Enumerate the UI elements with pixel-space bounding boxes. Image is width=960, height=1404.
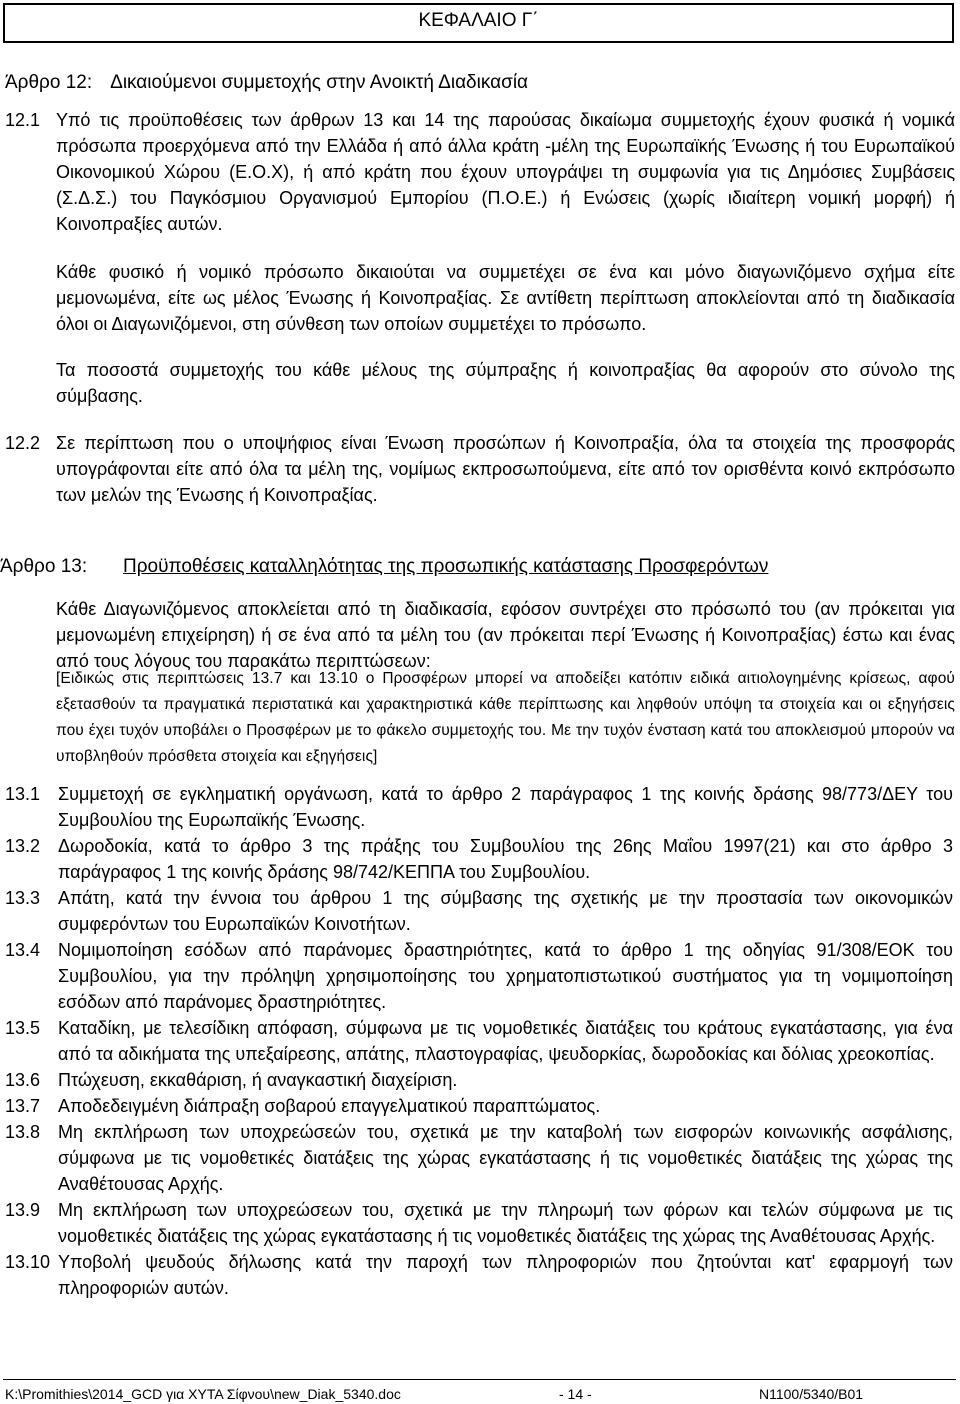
item-number: 13.10 [5,1252,51,1272]
page-footer [3,1379,956,1402]
item-number: 13.1 [5,784,41,804]
article-12-heading [5,71,528,95]
list-item [0,1249,956,1301]
item-text: Δωροδοκία, κατά το άρθρο 3 της πράξης του Συμβουλίου της 26ης Μαΐου 1997(21) και στο άρθρο 3 παράγραφος 1 της κοινής δράσης 98/742/ΚΕΠΠΑ του Συμβουλίου. [58,836,953,882]
item-text: Μη εκπλήρωση των υποχρεώσεών του, σχετικά με την καταβολή των εισφορών κοινωνικής ασφάλισης, σύμφωνα με τις νομοθετικές διατάξεις της χώρας εγκατάστασης ή τις νομοθετικές διατάξεις της χώρας της Αναθέτουσας Αρχής. [58,1122,953,1194]
article-12-title: Δικαιούμενοι συμμετοχής στην Ανοικτή Διαδικασία [110,72,529,93]
paragraph-12-1-b: Κάθε φυσικό ή νομικό πρόσωπο δικαιούται να συμμετέχει σε ένα και μόνο διαγωνιζόμενο σχήμα είτε μεμονωμένα, είτε ως μέλος Ένωσης ή Κοινοπραξίας. Σε αντίθετη περίπτωση αποκλείονται από τη διαδικασία όλοι οι Διαγωνιζόμενοι, στη σύνθεση των οποίων συμμετέχει το πρόσωπο. [56,262,955,334]
item-text: Μη εκπλήρωση των υποχρεώσεων του, σχετικά με την πληρωμή των φόρων και τελών σύμφωνα με τις νομοθετικές διατάξεις της χώρας εγκατάστασης ή τις νομοθετικές διατάξεις της χώρας της Αναθέτουσας Αρχής. [58,1200,953,1246]
article-13-note: [Ειδικώς στις περιπτώσεις 13.7 και 13.10 ο Προσφέρων μπορεί να αποδείξει κατόπιν ειδικά αιτιολογημένης κρίσεως, αφού εξετασθούν τα πραγματικά περιστατικά και χαρακτηριστικά κάθε περίπτωσης και ληφθούν υπόψη τα στοιχεία και οι εξηγήσεις που έχει τυχόν υποβάλει ο Προσφέρων με το φάκελο συμμετοχής του. Με την τυχόν ένσταση κατά του αποκλεισμού μπορούν να υποβληθούν πρόσθετα στοιχεία και εξηγήσεις] [56,670,955,765]
list-item [0,937,956,1015]
list-item [0,1093,956,1119]
article-13-intro: Κάθε Διαγωνιζόμενος αποκλείεται από τη διαδικασία, εφόσον συντρέχει στο πρόσωπό του (αν πρόκειται για μεμονωμένη επιχείρηση) ή σε ένα από τα μέλη του (αν πρόκειται περί Ένωσης ή Κοινοπραξίας) έστω και ένας από τους λόγους του παρακάτω περιπτώσεων: [56,599,955,671]
item-text: Συμμετοχή σε εγκληματική οργάνωση, κατά το άρθρο 2 παράγραφος 1 της κοινής δράσης 98/773/ΔΕΥ του Συμβουλίου της Ευρωπαϊκής Ένωσης. [58,784,953,830]
list-item [0,781,956,833]
item-number: 13.4 [5,940,41,960]
exclusion-list [0,781,956,1301]
article-13-label: Άρθρο 13: [0,556,88,577]
item-number: 13.5 [5,1018,41,1038]
list-item [0,1015,956,1067]
footer-page-number: - 14 - [559,1386,592,1402]
item-number: 13.9 [5,1200,41,1220]
list-item [0,1119,956,1197]
item-text: Υποβολή ψευδούς δήλωσης κατά την παροχή των πληροφοριών που ζητούνται κατ' εφαρμογή των πληροφοριών αυτών. [58,1252,953,1298]
chapter-heading: ΚΕΦΑΛΑΙΟ Γ΄ [3,3,954,43]
item-text: Νομιμοποίηση εσόδων από παράνομες δραστηριότητες, κατά το άρθρο 1 της οδηγίας 91/308/ΕΟΚ του Συμβουλίου, για την πρόληψη χρησιμοποίησης του χρηματοπιστωτικού συστήματος για τη νομιμοποίηση εσόδων από παράνομες δραστηριότητες. [58,940,953,1012]
list-item [0,833,956,885]
footer-document-code: N1100/5340/B01 [759,1386,864,1402]
item-text: Απάτη, κατά την έννοια του άρθρου 1 της σύμβασης της σχετικής με την προστασία των οικονομικών συμφερόντων του Ευρωπαϊκών Κοινοτήτων. [58,888,953,934]
paragraph-number-12-2: 12.2 [5,433,41,453]
article-13-title: Προϋποθέσεις καταλληλότητας της προσωπικής κατάστασης Προσφερόντων [123,556,769,577]
item-text: Αποδεδειγμένη διάπραξη σοβαρού επαγγελματικού παραπτώματος. [58,1096,601,1116]
list-item [0,1197,956,1249]
item-number: 13.3 [5,888,41,908]
item-number: 13.7 [5,1096,41,1116]
item-text: Καταδίκη, με τελεσίδικη απόφαση, σύμφωνα με τις νομοθετικές διατάξεις του κράτους εγκατάστασης, για ένα από τα αδικήματα της υπεξαίρεσης, απάτης, πλαστογραφίας, ψευδορκίας, δωροδοκίας και δόλιας χρεοκοπίας. [58,1018,953,1064]
article-13-heading [0,554,768,580]
item-number: 13.2 [5,836,41,856]
item-number: 13.6 [5,1070,41,1090]
list-item [0,1067,956,1093]
item-number: 13.8 [5,1122,41,1142]
paragraph-number-12-1: 12.1 [5,110,41,130]
paragraph-12-2: Σε περίπτωση που ο υποψήφιος είναι Ένωση προσώπων ή Κοινοπραξία, όλα τα στοιχεία της προσφοράς υπογράφονται είτε από όλα τα μέλη της, νομίμως εκπροσωπούμενα, είτε από τον ορισθέντα κοινό εκπρόσωπο των μελών της Ένωσης ή Κοινοπραξίας. [56,433,955,505]
item-text: Πτώχευση, εκκαθάριση, ή αναγκαστική διαχείριση. [58,1070,458,1090]
footer-file-path: K:\Promithies\2014_GCD για ΧΥΤΑ Σίφνου\new_Diak_5340.doc [5,1386,401,1402]
paragraph-12-1-c: Τα ποσοστά συμμετοχής του κάθε μέλους της σύμπραξης ή κοινοπραξίας θα αφορούν στο σύνολο της σύμβασης. [56,360,955,406]
list-item [0,885,956,937]
paragraph-12-1: Υπό τις προϋποθέσεις των άρθρων 13 και 14 της παρούσας δικαίωμα συμμετοχής έχουν φυσικά ή νομικά πρόσωπα προερχόμενα από την Ελλάδα ή από άλλα κράτη -μέλη της Ευρωπαϊκής Ένωσης ή του Ευρωπαϊκού Οικονομικού Χώρου (Ε.Ο.Χ), ή από κράτη που έχουν υπογράψει τη συμφωνία για τις Δημόσιες Συμβάσεις (Σ.Δ.Σ.) του Παγκόσμιου Οργανισμού Εμπορίου (Π.Ο.Ε.) ή Ενώσεις (χωρίς ιδιαίτερη νομική μορφή) ή Κοινοπραξίες αυτών. [56,110,955,234]
article-12-label: Άρθρο 12: [5,72,93,93]
